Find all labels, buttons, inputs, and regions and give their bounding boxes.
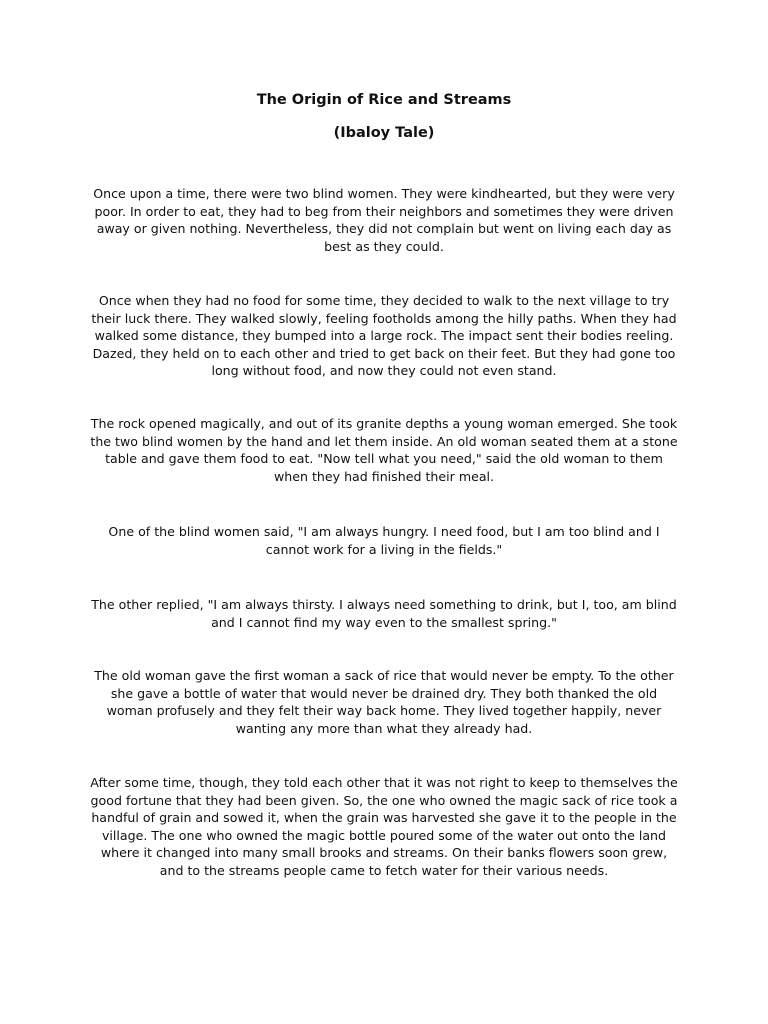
paragraph-7: After some time, though, they told each other that it was not right to keep to themselves the good fortune that they had been given. So, the one who owned the magic sack of rice took a handful of grain and sowed it, when the grain was harvested she gave it to the people in the village. The one who owned the magic bottle poured some of the water out onto the land where it changed into many small brooks and streams. On their banks flowers soon grew, and to the streams people came to fetch water for their various needs.: [90, 775, 678, 878]
document-subtitle: (Ibaloy Tale): [333, 125, 435, 141]
paragraph-6: The old woman gave the first woman a sack of rice that would never be empty. To the other she gave a bottle of water that would never be drained dry. They both thanked the old woman profusely and they felt their way back home. They lived together happily, never wanting any more than what they already had.: [94, 668, 674, 736]
paragraph-1: Once upon a time, there were two blind women. They were kindhearted, but they were very poor. In order to eat, they had to beg from their neighbors and sometimes they were driven away or given nothing. Nevertheless, they did not complain but went on living each day as best as they could.: [93, 186, 675, 254]
paragraph-2: Once when they had no food for some time, they decided to walk to the next village to try their luck there. They walked slowly, feeling footholds among the hilly paths. When they had walked some distance, they bumped into a large rock. The impact sent their bodies reeling. Dazed, they held on to each other and tried to get back on their feet. But they had gone too long without food, and now they could not even stand.: [91, 293, 677, 379]
paragraph-3: The rock opened magically, and out of its granite depths a young woman emerged. She took the two blind women by the hand and let them inside. An old woman seated them at a stone table and gave them food to eat. "Now tell what you need," said the old woman to them when they had finished their meal.: [90, 416, 678, 484]
paragraph-4: One of the blind women said, "I am always hungry. I need food, but I am too blind and I cannot work for a living in the fields.": [108, 524, 660, 557]
paragraph-5: The other replied, "I am always thirsty. I always need something to drink, but I, too, am blind and I cannot find my way even to the smallest spring.": [91, 597, 677, 630]
document-title: The Origin of Rice and Streams: [256, 92, 512, 108]
